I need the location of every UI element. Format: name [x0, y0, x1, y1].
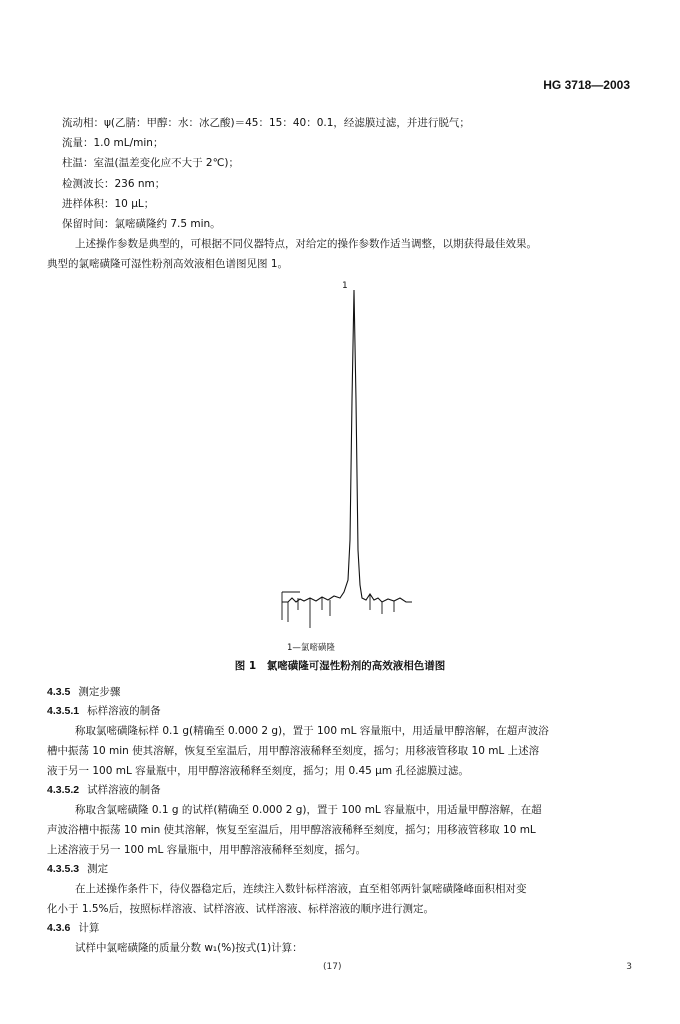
page-number: 3 [626, 962, 632, 972]
figure-legend: 1—氯嘧磺隆 [287, 643, 335, 653]
footer-center-number: (17) [323, 962, 342, 972]
standard-number: HG 3718—2003 [543, 78, 630, 92]
section-heading-4-3-5-1 [47, 704, 161, 718]
figure-caption: 图 1 氯嘧磺隆可湿性粉剂的高效液相色谱图 [234, 660, 446, 672]
chromatogram-figure [270, 280, 420, 644]
sample-solution-line-2: 声波浴槽中振荡 10 min 使其溶解，恢复至室温后，用甲醇溶液稀释至刻度，摇匀；用移液管移取 10 mL [47, 824, 536, 836]
intro-paragraph-line-1: 上述操作参数是典型的，可根据不同仪器特点，对给定的操作参数作适当调整，以期获得最佳效果。 [75, 238, 537, 250]
calculation-line-1: 试样中氯嘧磺隆的质量分数 w₁(%)按式(1)计算： [75, 942, 303, 954]
section-title: 测定步骤 [78, 686, 121, 698]
condition-mobile-phase: 流动相：ψ(乙腈：甲醇：水：冰乙酸)＝45：15：40：0.1，经滤膜过滤，并进行脱气； [62, 117, 470, 129]
intro-paragraph-line-2: 典型的氯嘧磺隆可湿性粉剂高效液相色谱图见图 1。 [47, 258, 289, 270]
section-number: 4.3.6 [47, 922, 71, 934]
section-number: 4.3.5.3 [47, 863, 80, 875]
standard-solution-line-3: 液于另一 100 mL 容量瓶中，用甲醇溶液稀释至刻度，摇匀；用 0.45 μm 孔径滤膜过滤。 [47, 765, 469, 777]
determination-line-1: 在上述操作条件下，待仪器稳定后，连续注入数针标样溶液，直至相邻两针氯嘧磺隆峰面积相对变 [75, 883, 527, 895]
peak-label: 1 [342, 281, 348, 291]
condition-injection-volume: 进样体积：10 μL； [62, 198, 155, 210]
section-title: 计算 [78, 922, 100, 934]
section-title: 标样溶液的制备 [87, 705, 161, 717]
standard-solution-line-2: 槽中振荡 10 min 使其溶解，恢复至室温后，用甲醇溶液稀释至刻度，摇匀；用移液管移取 10 mL 上述溶 [47, 745, 540, 757]
condition-wavelength: 检测波长：236 nm； [62, 178, 166, 190]
section-number: 4.3.5 [47, 686, 71, 698]
standard-solution-line-1: 称取氯嘧磺隆标样 0.1 g(精确至 0.000 2 g)，置于 100 mL 容量瓶中，用适量甲醇溶解，在超声波浴 [75, 725, 549, 737]
chromatogram-trace [270, 280, 420, 640]
section-heading-4-3-6 [47, 921, 99, 935]
determination-line-2: 化小于 1.5%后，按照标样溶液、试样溶液、试样溶液、标样溶液的顺序进行测定。 [47, 903, 435, 915]
condition-column-temp: 柱温：室温(温差变化应不大于 2℃)； [62, 157, 240, 169]
section-number: 4.3.5.2 [47, 784, 80, 796]
sample-solution-line-1: 称取含氯嘧磺隆 0.1 g 的试样(精确至 0.000 2 g)，置于 100 mL 容量瓶中，用适量甲醇溶解，在超 [75, 804, 542, 816]
condition-flow-rate: 流量：1.0 mL/min； [62, 137, 164, 149]
section-heading-4-3-5 [47, 685, 120, 699]
section-heading-4-3-5-3 [47, 862, 108, 876]
condition-retention-time: 保留时间：氯嘧磺隆约 7.5 min。 [62, 218, 221, 230]
section-title: 试样溶液的制备 [87, 784, 161, 796]
section-title: 测定 [87, 863, 109, 875]
section-number: 4.3.5.1 [47, 705, 80, 717]
section-heading-4-3-5-2 [47, 783, 161, 797]
sample-solution-line-3: 上述溶液于另一 100 mL 容量瓶中，用甲醇溶液稀释至刻度，摇匀。 [47, 844, 367, 856]
